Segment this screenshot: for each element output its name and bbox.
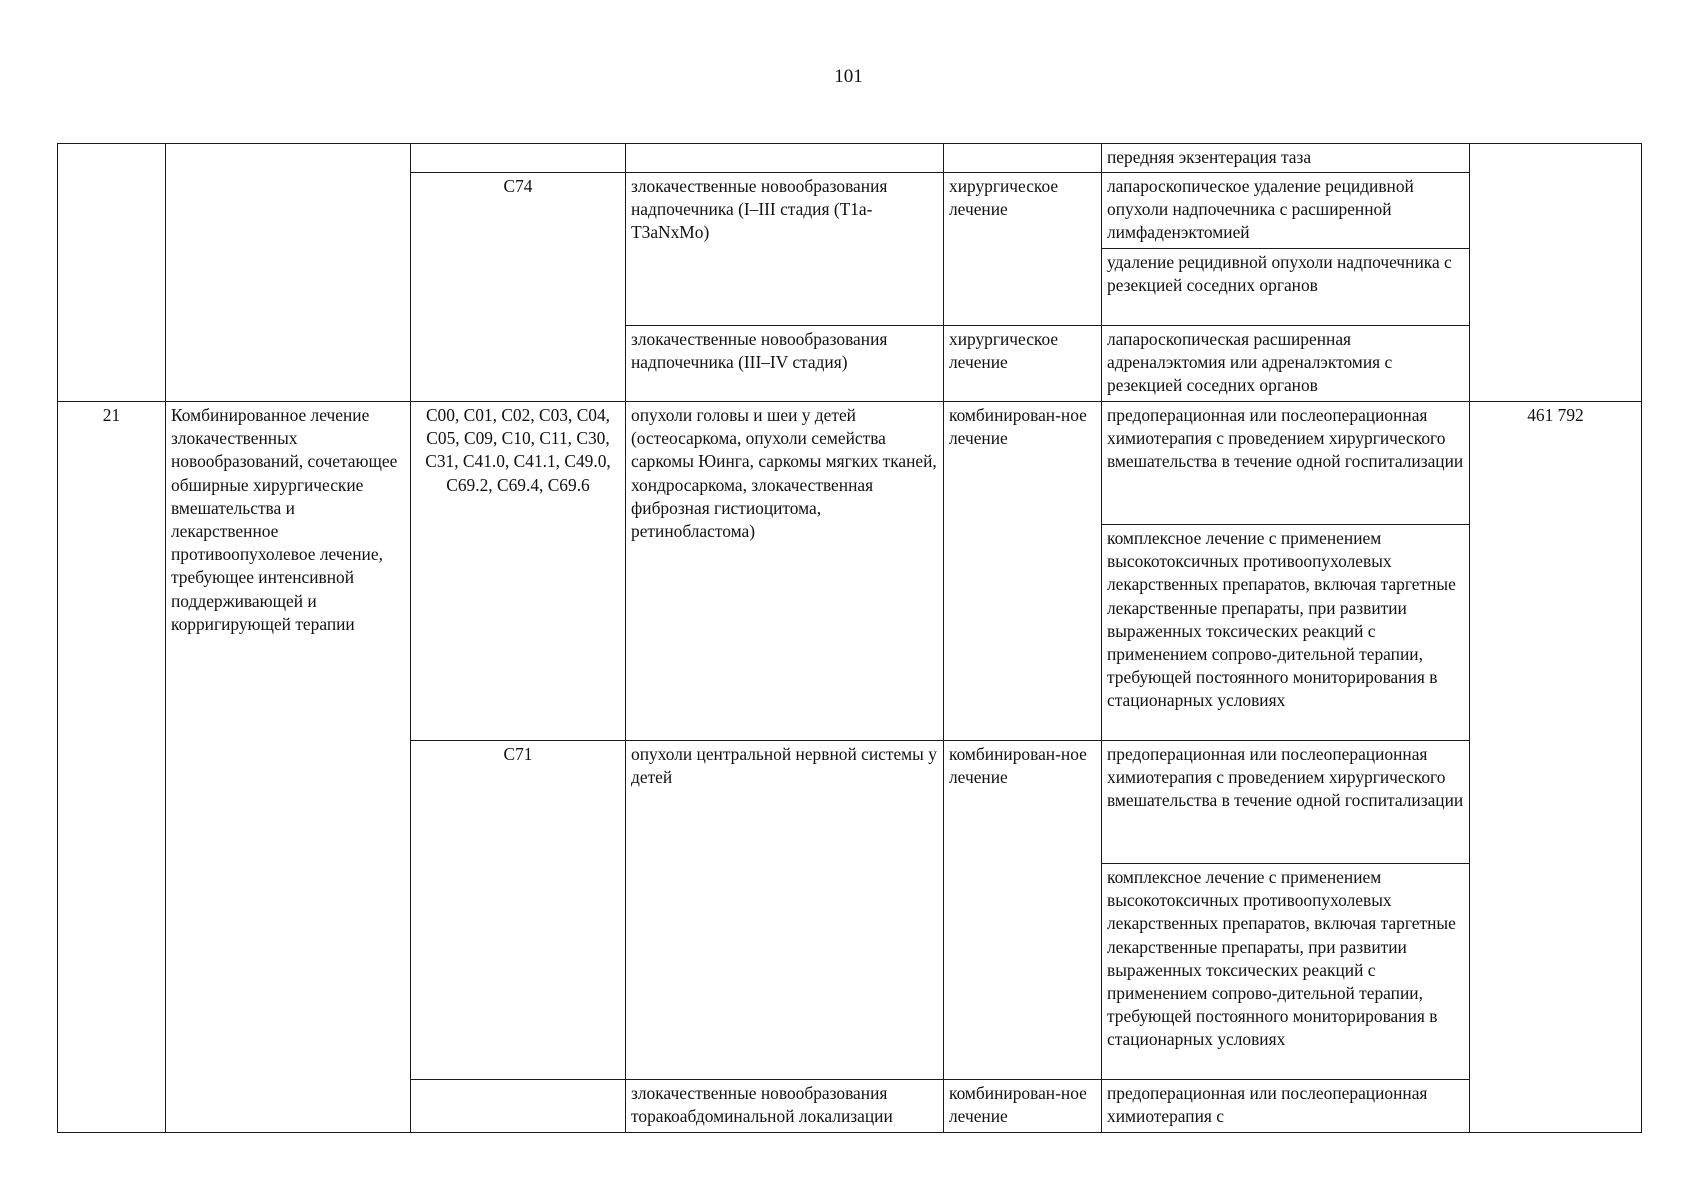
diagnosis-cell (626, 144, 944, 173)
number-cell: 21 (58, 402, 166, 1133)
treatment-cell: хирургическое лечение (944, 326, 1102, 402)
table-row (58, 402, 1642, 525)
page-number: 101 (834, 66, 863, 87)
method-cell: комплексное лечение с применением высокотоксичных противоопухолевых лекарственных препаратов, включая таргетные лекарственные препараты, при развитии выраженных токсических реакций с применением сопрово-дительной терапии, требующей постоянного мониторирования в стационарных условиях (1102, 525, 1470, 741)
medical-care-table (57, 143, 1642, 1133)
name-cell: Комбинированное лечение злокачественных новообразований, сочетающее обширные хирургические вмешательства и лекарственное противоопухолевое лечение, требующее интенсивной поддерживающей и корригирующей терапии (166, 402, 411, 1133)
diagnosis-cell: злокачественные новообразования надпочечника (I–III стадия (T1a-T3aNxMo) (626, 173, 944, 326)
method-cell: комплексное лечение с применением высокотоксичных противоопухолевых лекарственных препаратов, включая таргетные лекарственные препараты, при развитии выраженных токсических реакций с применением сопрово-дительной терапии, требующей постоянного мониторирования в стационарных условиях (1102, 864, 1470, 1080)
treatment-cell (944, 144, 1102, 173)
treatment-cell: комбинирован-ное лечение (944, 402, 1102, 741)
table-row (58, 144, 1642, 173)
code-cell: C71 (411, 741, 626, 1080)
diagnosis-cell: опухоли головы и шеи у детей (остеосаркома, опухоли семейства саркомы Юинга, саркомы мягких тканей, хондросаркома, злокачественная фиброзная гистиоцитома, ретинобластома) (626, 402, 944, 741)
method-cell: предоперационная или послеоперационная химиотерапия с (1102, 1080, 1470, 1133)
diagnosis-cell: злокачественные новообразования надпочечника (III–IV стадия) (626, 326, 944, 402)
method-cell: удаление рецидивной опухоли надпочечника с резекцией соседних органов (1102, 249, 1470, 326)
name-cell (166, 144, 411, 402)
treatment-cell: комбинирован-ное лечение (944, 1080, 1102, 1133)
code-cell: C74 (411, 173, 626, 402)
price-cell (1470, 144, 1642, 402)
diagnosis-cell: злокачественные новообразования торакоабдоминальной локализации (626, 1080, 944, 1133)
method-cell: предоперационная или послеоперационная химиотерапия с проведением хирургического вмешательства в течение одной госпитализации (1102, 741, 1470, 864)
method-cell: лапароскопическая расширенная адреналэктомия или адреналэктомия с резекцией соседних органов (1102, 326, 1470, 402)
method-cell: предоперационная или послеоперационная химиотерапия с проведением хирургического вмешательства в течение одной госпитализации (1102, 402, 1470, 525)
method-cell: передняя экзентерация таза (1102, 144, 1470, 173)
treatment-cell: комбинирован-ное лечение (944, 741, 1102, 1080)
diagnosis-cell: опухоли центральной нервной системы у детей (626, 741, 944, 1080)
code-cell: C00, C01, C02, C03, C04, C05, C09, C10, C11, C30, C31, C41.0, C41.1, C49.0, C69.2, C69.4, C69.6 (411, 402, 626, 741)
number-cell (58, 144, 166, 402)
price-cell: 461 792 (1470, 402, 1642, 1133)
method-cell: лапароскопическое удаление рецидивной опухоли надпочечника с расширенной лимфаденэктомией (1102, 173, 1470, 249)
code-cell (411, 1080, 626, 1133)
code-cell (411, 144, 626, 173)
treatment-cell: хирургическое лечение (944, 173, 1102, 326)
